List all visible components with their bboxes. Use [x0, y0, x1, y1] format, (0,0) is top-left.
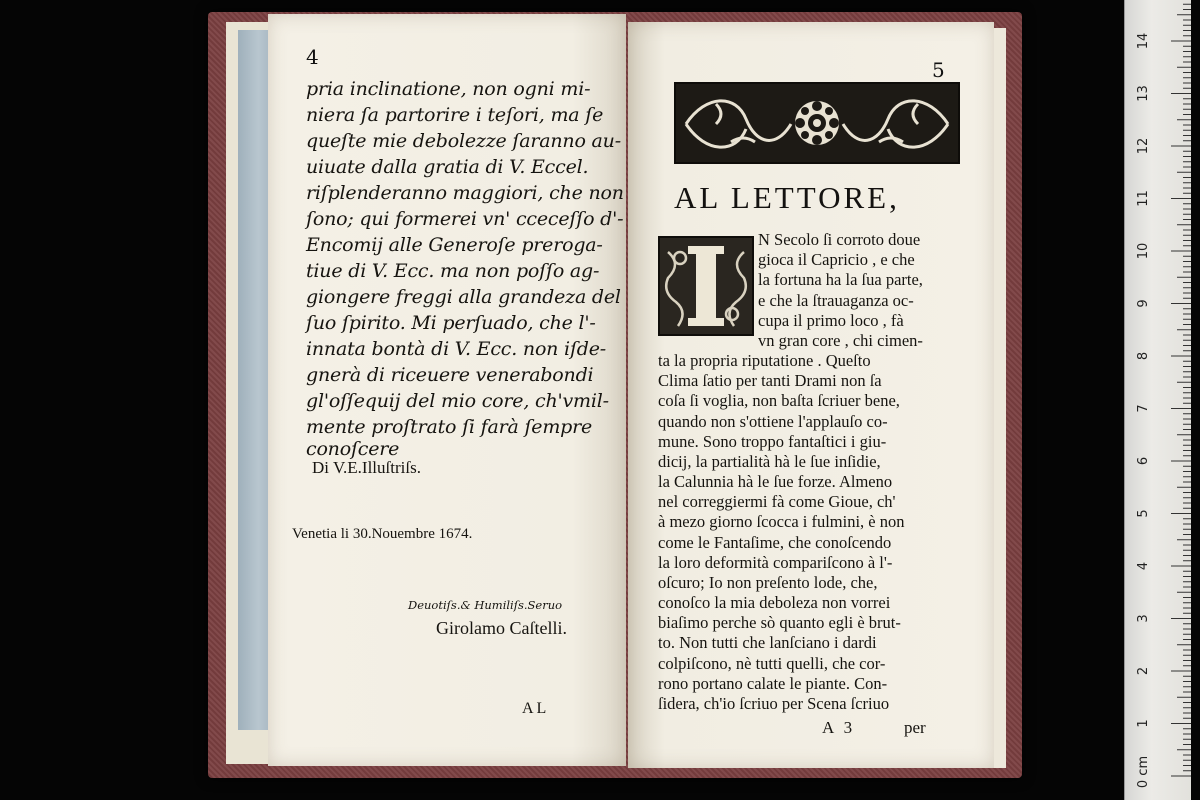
text-line: ſono; qui formerei vn' cceceſſo d'- [306, 208, 624, 230]
ruler-label: 6 [1136, 456, 1151, 466]
ruler-label: 11 [1136, 190, 1151, 207]
section-heading: AL LETTORE, [674, 180, 900, 215]
text-line: colpiſcono, nè tutti quelli, che cor- [658, 653, 886, 673]
text-line: queſte mie debolezze ſaranno au- [306, 130, 621, 152]
text-line: to. Non tutti che lanſciano i dardi [658, 633, 877, 653]
text-line: conoſco la mia deboleza non vorrei [658, 593, 891, 613]
text-line: gnerà di riceuere venerabondi [306, 364, 594, 386]
text-line: Encomij alle Generoſe preroga- [306, 234, 603, 256]
text-line: nel correggiermi fà come Gioue, ch' [658, 492, 896, 512]
ruler-label: 4 [1136, 561, 1151, 571]
text-line: oſcuro; Io non preſento lode, che, [658, 572, 878, 592]
text-line: à mezo giorno ſcocca i fulmini, è non [658, 512, 905, 532]
decorated-initial [658, 236, 754, 336]
signature-title: Deuotiſs.& Humiliſs.Seruo [408, 598, 563, 612]
blue-paper-leaf [238, 30, 272, 730]
date-line: Venetia li 30.Nouembre 1674. [292, 526, 473, 542]
ruler-label: 3 [1136, 614, 1151, 623]
text-line: ſuo ſpirito. Mi perſuado, che l'- [306, 312, 596, 334]
text-line: Clima ſatio per tanti Drami non ſa [658, 371, 882, 391]
text-line: pria inclinatione, non ogni mi- [306, 78, 591, 100]
closing-line: Di V.E.Illuſtriſs. [312, 458, 421, 477]
signature-name: Girolamo Caſtelli. [436, 618, 567, 638]
text-line: innata bontà di V. Ecc. non iſde- [306, 338, 606, 360]
text-line: niera ſa partorire i teſori, ma ſe [306, 104, 604, 126]
ruler-label: 14 [1136, 32, 1151, 50]
text-line: e che la ſtrauaganza oc- [758, 290, 914, 310]
ruler-label: 10 [1136, 242, 1151, 260]
text-line: ſidera, ch'io ſcriuo per Scena ſcriuo [658, 694, 890, 713]
right-page-number: 5 [932, 58, 945, 82]
text-line: mune. Sono troppo fantaſtici i giu- [658, 431, 887, 451]
ruler-label: 5 [1136, 509, 1151, 518]
ruler-label: 9 [1136, 299, 1151, 308]
left-page-number: 4 [306, 45, 319, 69]
text-line: dicij, la partialità hà le ſue inſidie, [658, 451, 881, 471]
text-line: biaſimo perche sò quanto egli è brut- [658, 613, 901, 633]
text-line: la loro deformità compariſcono à l'- [658, 552, 893, 572]
text-line: mente proſtrato ſi farà ſempre [306, 416, 593, 438]
text-line: riſplenderanno maggiori, che non [306, 182, 624, 204]
text-line: gioca il Capricio , e che [758, 250, 915, 270]
text-line: come le Fantaſime, che conoſcendo [658, 532, 892, 552]
text-line: N Secolo ſi corroto doue [758, 230, 921, 249]
text-line: la fortuna ha la ſua parte, [758, 270, 923, 290]
ruler-label: 0 cm [1136, 755, 1151, 789]
ruler-label: 2 [1136, 666, 1151, 676]
catchword: AL [522, 700, 550, 717]
ruler-label: 12 [1136, 137, 1151, 155]
text-line: conoſcere [306, 438, 400, 460]
text-line: tiue di V. Ecc. ma non poſſo ag- [306, 260, 600, 282]
ruler-label: 13 [1136, 85, 1151, 102]
signature-mark: A 3 [822, 718, 856, 737]
text-line: gl'oſſequij del mio core, ch'vmil- [306, 390, 609, 412]
text-line: rono portano calate le piante. Con- [658, 673, 888, 693]
catchword: per [904, 718, 926, 737]
ruler-scale [1125, 0, 1191, 800]
text-line: quando non s'ottiene l'applauſo co- [658, 411, 888, 431]
ruler-label: 7 [1136, 404, 1151, 413]
text-line: uiuate dalla gratia di V. Eccel. [306, 156, 589, 178]
measuring-ruler [1124, 0, 1191, 800]
ruler-label: 1 [1136, 719, 1151, 728]
text-line: vn gran core , chi cimen- [758, 330, 923, 350]
text-line: cupa il primo loco , fà [758, 310, 904, 330]
ruler-label: 8 [1136, 351, 1151, 361]
text-line: ta la propria riputatione . Queſto [658, 351, 871, 371]
text-line: la Calunnia hà le ſue forze. Almeno [658, 472, 893, 492]
text-line: coſa ſi voglia, non baſta ſcriuer bene, [658, 391, 900, 411]
floral-ornament-headpiece [674, 82, 960, 164]
text-line: giongere freggi alla grandeza del [306, 286, 621, 308]
